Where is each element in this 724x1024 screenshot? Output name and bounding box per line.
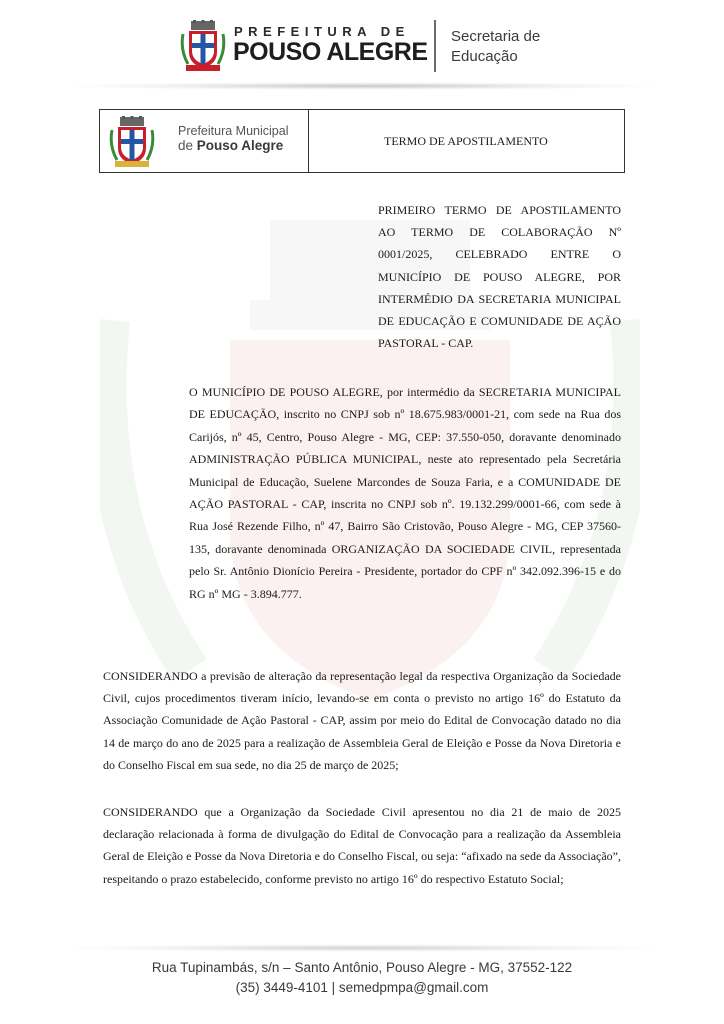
footer [0, 958, 724, 998]
city-name: POUSO ALEGRE [233, 38, 428, 66]
title-box-title-cell [309, 110, 624, 172]
header-shadow [60, 82, 664, 90]
org-name-line-1: Prefeitura Municipal [178, 124, 289, 138]
header-divider [434, 20, 436, 72]
parties-paragraph: O MUNICÍPIO DE POUSO ALEGRE, por intermédio da SECRETARIA MUNICIPAL DE EDUCAÇÃO, inscrito no CNPJ sob nº 18.675.983/0001-21, com sede na Rua dos Carijós, nº 45, Centro, Pouso Alegre - MG, CEP: 37.550-050, doravante denominado ADMINISTRAÇÃO PÚBLICA MUNICIPAL, neste ato representado pela Secretária Municipal de Educação, Suelene Marcondes de Souza Faria, e a COMUNIDADE DE AÇÃO PASTORAL - CAP, inscrita no CNPJ sob nº. 19.132.299/0001-66, com sede à Rua José Rezende Filho, nº 47, Bairro São Cristovão, Pouso Alegre - MG, CEP 37560-135, doravante denominada ORGANIZAÇÃO DA SOCIEDADE CIVIL, representada pelo Sr. Antônio Dionício Pereira - Presidente, portador do CPF nº 342.092.396-15 e do RG nº MG - 3.894.777. [189, 385, 621, 601]
document-summary: PRIMEIRO TERMO DE APOSTILAMENTO AO TERMO DE COLABORAÇÃO Nº 0001/2025, CELEBRADO ENTRE O MUNICÍPIO DE POUSO ALEGRE, POR INTERMÉDIO DA SECRETARIA MUNICIPAL DE EDUCAÇÃO E COMUNIDADE DE AÇÃO PASTORAL - CAP. [378, 203, 621, 351]
title-box-logo-cell [100, 110, 309, 172]
considerando-paragraph-1: CONSIDERANDO a previsão de alteração da representação legal da respectiva Organização da Sociedade Civil, cujos procedimentos tiveram início, levando-se em conta o previsto no artigo 16º do Estatuto da Associação Comunidade de Ação Pastoral - CAP, assim por meio do Edital de Convocação datado no dia 14 de março do ano de 2025 para a realização de Assembleia Geral de Eleição e Posse da Nova Diretoria e do Conselho Fiscal em sua sede, no dia 25 de março de 2025; [103, 669, 621, 772]
org-name-prefix: de [178, 138, 197, 153]
org-name-line-2 [178, 138, 283, 153]
footer-contact: (35) 3449-4101 | semedpmpa@gmail.com [235, 980, 489, 995]
department-line-1: Secretaria de [451, 28, 541, 45]
considerando-paragraph-2: CONSIDERANDO que a Organização da Sociedade Civil apresentou no dia 21 de maio de 2025 declaração relacionada à forma de divulgação do Edital de Convocação para a realização da Assembleia Geral de Eleição e Posse da Nova Diretoria e do Conselho Fiscal, ou seja: “afixado na sede da Associação”, respeitando o prazo estabelecido, conforme previsto no artigo 16º do respectivo Estatuto Social; [103, 805, 621, 886]
prefeitura-label: PREFEITURA DE [234, 24, 410, 39]
letterhead [0, 0, 724, 90]
department-line-2: Educação [451, 48, 518, 65]
department-name [451, 27, 540, 67]
document-title: TERMO DE APOSTILAMENTO [384, 133, 548, 148]
footer-shadow [60, 944, 664, 952]
org-name-bold: Pouso Alegre [196, 138, 284, 153]
footer-address: Rua Tupinambás, s/n – Santo Antônio, Pouso Alegre - MG, 37552-122 [151, 960, 573, 975]
document-title-box [99, 109, 625, 173]
city-coat-of-arms-icon [109, 116, 155, 168]
city-coat-of-arms-icon [180, 20, 226, 72]
